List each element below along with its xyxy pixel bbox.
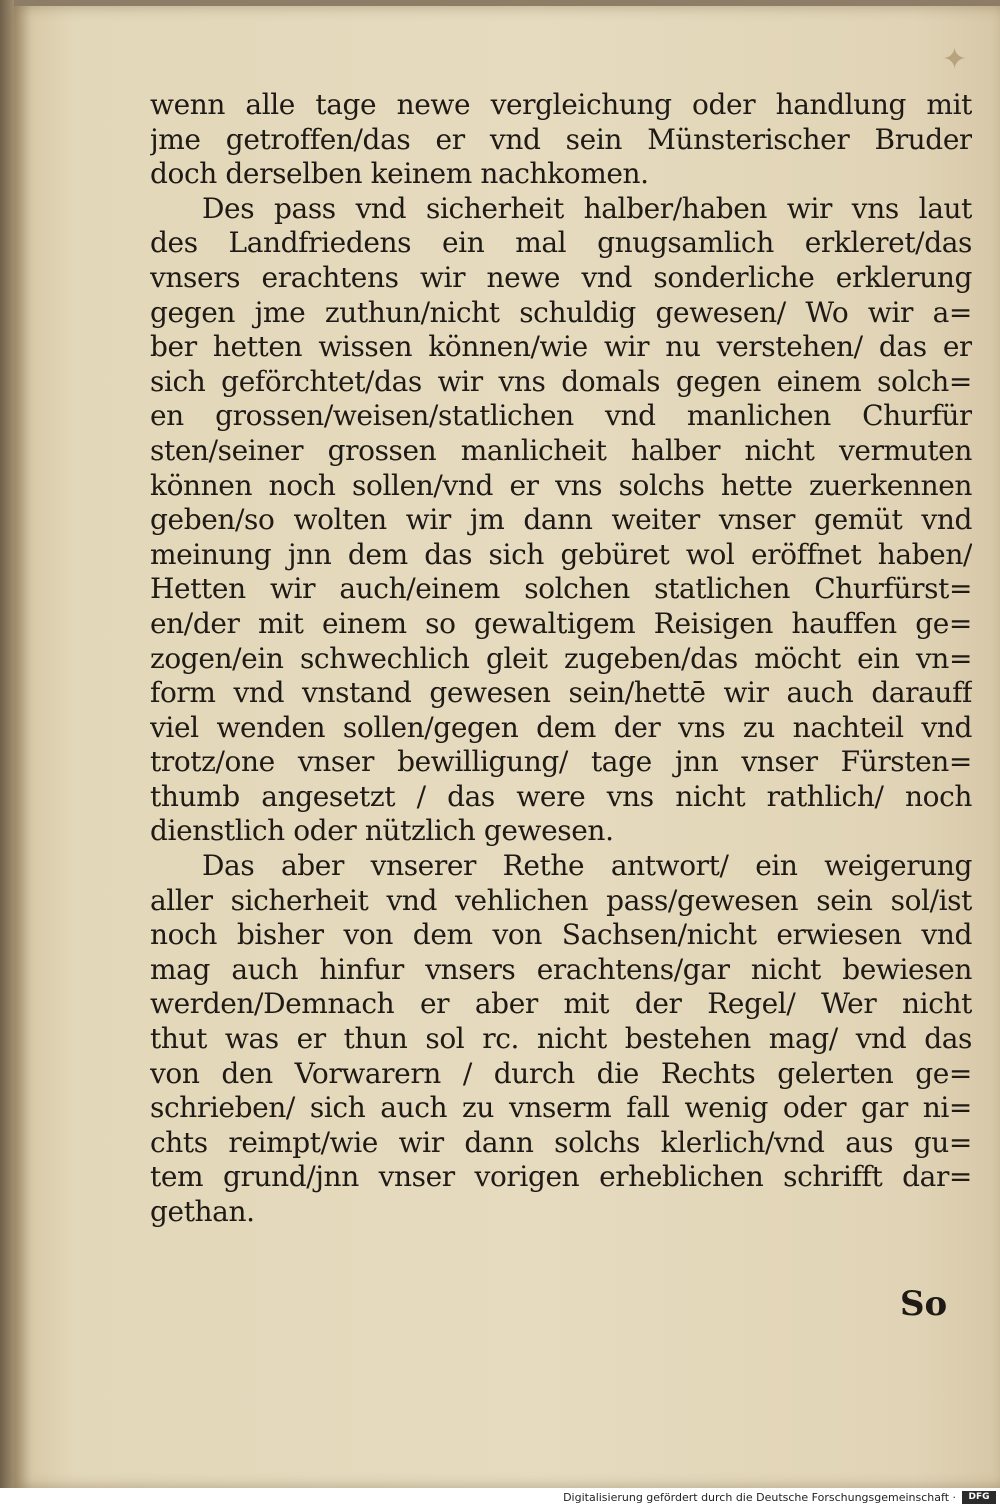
digitization-footer (0, 1488, 1000, 1508)
text-line: können noch sollen/vnd er vns solchs hette zuerkennen (150, 468, 972, 502)
page-corner-mark: ✦ (942, 42, 968, 77)
text-line: meinung jnn dem das sich gebüret wol eröffnet haben/ (150, 537, 972, 571)
book-spine-shadow (0, 0, 14, 1488)
text-line: doch derselben keinem nachkomen. (150, 157, 649, 191)
text-line: gegen jme zuthun/nicht schuldig gewesen/ Wo wir a= (150, 295, 972, 329)
text-line: Des pass vnd sicherheit halber/haben wir vns laut (202, 191, 972, 225)
text-line: gethan. (150, 1195, 255, 1228)
text-line: vnsers erachtens wir newe vnd sonderliche erklerung (150, 260, 972, 294)
text-line: mag auch hinfur vnsers erachtens/gar nicht bewiesen (150, 952, 972, 986)
text-line: chts reimpt/wie wir dann solchs klerlich/vnd aus gu= (150, 1125, 972, 1159)
text-line: en/der mit einem so gewaltigem Reisigen hauffen ge= (150, 606, 972, 640)
text-line: geben/so wolten wir jm dann weiter vnser gemüt vnd (150, 503, 972, 537)
text-line: ber hetten wissen können/wie wir nu verstehen/ das er (150, 330, 972, 364)
text-line: form vnd vnstand gewesen sein/hettē wir auch darauff (150, 676, 972, 710)
text-line: Hetten wir auch/einem solchen statlichen Churfürst= (150, 572, 972, 606)
text-line: jme getroffen/das er vnd sein Münsterischer Bruder (150, 122, 972, 156)
dfg-logo: DFG (962, 1491, 996, 1504)
text-line: trotz/one vnser bewilligung/ tage jnn vnser Fürsten= (150, 745, 972, 779)
page-text-block (150, 88, 972, 1230)
text-line: wenn alle tage newe vergleichung oder handlung mit (150, 88, 972, 121)
text-line: viel wenden sollen/gegen dem der vns zu nachteil vnd (150, 710, 972, 744)
text-line: aller sicherheit vnd vehlichen pass/gewesen sein sol/ist (150, 883, 972, 917)
text-line: noch bisher von dem von Sachsen/nicht erwiesen vnd (150, 918, 972, 952)
text-line: von den Vorwarern / durch die Rechts gelerten ge= (150, 1056, 972, 1090)
text-line: sich geförchtet/das wir vns domals gegen einem solch= (150, 364, 972, 398)
text-line: en grossen/weisen/statlichen vnd manlichen Churfür (150, 399, 972, 433)
catchword: So (900, 1284, 948, 1324)
text-line: thut was er thun sol rc. nicht bestehen mag/ vnd das (150, 1022, 972, 1056)
text-line: des Landfriedens ein mal gnugsamlich erkleret/das (150, 226, 972, 260)
text-line: zogen/ein schwechlich gleit zugeben/das möcht ein vn= (150, 641, 972, 675)
text-line: thumb angesetzt / das were vns nicht rathlich/ noch (150, 779, 972, 813)
text-line: schrieben/ sich auch zu vnserm fall wenig oder gar ni= (150, 1091, 972, 1125)
text-line: werden/Demnach er aber mit der Regel/ Wer nicht (150, 987, 972, 1021)
text-line: sten/seiner grossen manlicheit halber nicht vermuten (150, 433, 972, 467)
text-line: dienstlich oder nützlich gewesen. (150, 814, 614, 848)
funding-credit: Digitalisierung gefördert durch die Deutsche Forschungsgemeinschaft · (563, 1491, 956, 1504)
text-line: Das aber vnserer Rethe antwort/ ein weigerung (202, 849, 972, 883)
text-line: tem grund/jnn vnser vorigen erheblichen schrifft dar= (150, 1160, 972, 1194)
